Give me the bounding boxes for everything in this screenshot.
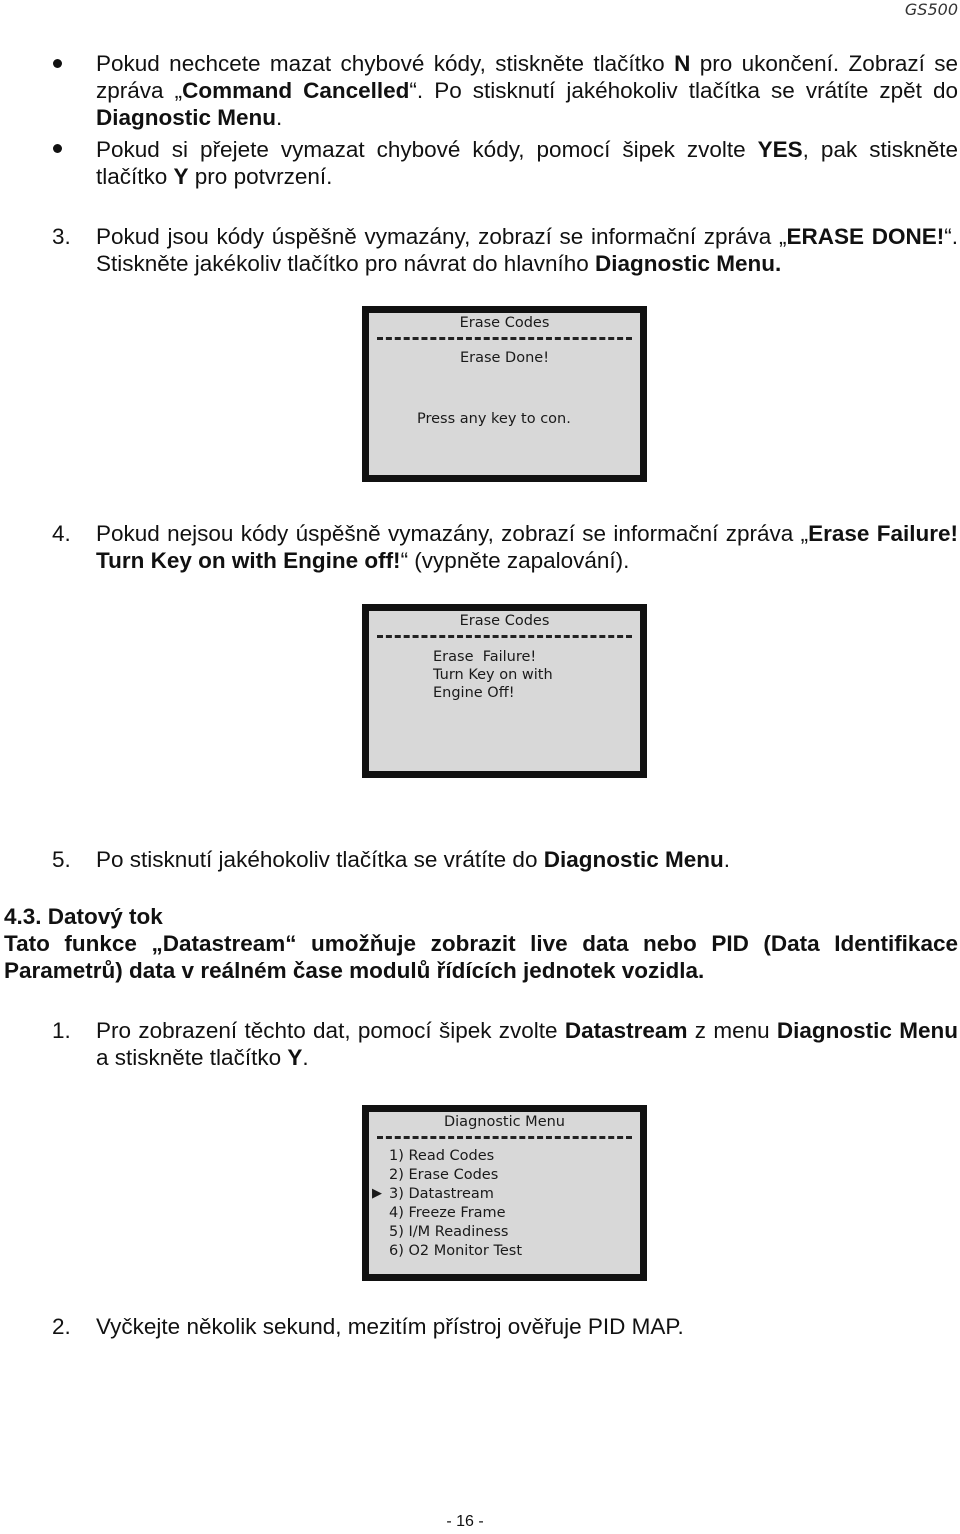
bullet-marker <box>53 59 62 68</box>
lcd-separator <box>377 337 632 340</box>
lcd-screen-erase-failure <box>362 604 647 778</box>
menu-item-o2-monitor-test: 6) O2 Monitor Test <box>389 1243 523 1259</box>
menu-item-read-codes: 1) Read Codes <box>389 1148 495 1164</box>
lcd-prompt: Press any key to con. <box>417 411 571 427</box>
lcd-title: Erase Codes <box>459 613 550 629</box>
step-paragraph-select-datastream: Pro zobrazení těchto dat, pomocí šipek zvolte Datastream z menu Diagnostic Menu a stiskněte tlačítko Y. <box>96 1018 958 1070</box>
bullet-paragraph-confirm: Pokud si přejete vymazat chybové kódy, pomocí šipek zvolte YES, pak stiskněte tlačítko Y pro potvrzení. <box>96 137 958 189</box>
step-number: 4. <box>52 521 71 546</box>
menu-item-datastream: 3) Datastream <box>389 1186 494 1202</box>
lcd-separator <box>377 635 632 638</box>
lcd-title: Diagnostic Menu <box>443 1114 565 1130</box>
step-number: 3. <box>52 224 71 249</box>
step-paragraph-wait: Vyčkejte několik sekund, mezitím přístroj ověřuje PID MAP. <box>96 1314 684 1339</box>
menu-item-im-readiness: 5) I/M Readiness <box>389 1224 509 1240</box>
step-number: 1. <box>52 1018 71 1043</box>
step-number: 5. <box>52 847 71 872</box>
step-paragraph-return: Po stisknutí jakéhokoliv tlačítka se vrátíte do Diagnostic Menu. <box>96 847 730 872</box>
step-paragraph-erase-failure: Pokud nejsou kódy úspěšně vymazány, zobrazí se informační zpráva „Erase Failure! Turn Key on with Engine off!“ (vypněte zapalování). <box>96 521 958 573</box>
menu-item-freeze-frame: 4) Freeze Frame <box>389 1205 506 1221</box>
lcd-message: Erase Failure! <box>433 649 537 665</box>
page-number: - 16 - <box>446 1513 484 1530</box>
bullet-paragraph-cancel: Pokud nechcete mazat chybové kódy, stiskněte tlačítko N pro ukončení. Zobrazí se zpráva „Command Cancelled“. Po stisknutí jakéhokoliv tlačítka se vrátíte zpět do Diagnostic Menu. <box>96 51 958 130</box>
section-intro: Tato funkce „Datastream“ umožňuje zobrazit live data nebo PID (Data Identifikace Parametrů) data v reálném čase modulů řídících jednotek vozidla. <box>4 931 958 983</box>
lcd-screen-diagnostic-menu <box>362 1105 647 1281</box>
lcd-screen-erase-done <box>362 306 647 482</box>
lcd-title: Erase Codes <box>459 315 550 331</box>
lcd-message: Turn Key on with <box>433 667 553 683</box>
lcd-message: Erase Done! <box>459 350 550 366</box>
section-heading: 4.3. Datový tok <box>4 904 163 929</box>
selection-arrow-icon: ▶ <box>372 1186 382 1201</box>
lcd-separator <box>377 1136 632 1139</box>
step-paragraph-erase-done: Pokud jsou kódy úspěšně vymazány, zobrazí se informační zpráva „ERASE DONE!“. Stiskněte jakékoliv tlačítko pro návrat do hlavního Diagnostic Menu. <box>96 224 958 276</box>
step-number: 2. <box>52 1314 71 1339</box>
lcd-message: Engine Off! <box>433 685 515 701</box>
menu-item-erase-codes: 2) Erase Codes <box>389 1167 499 1183</box>
bullet-marker <box>53 144 62 153</box>
header-brand: GS500 <box>904 0 958 19</box>
